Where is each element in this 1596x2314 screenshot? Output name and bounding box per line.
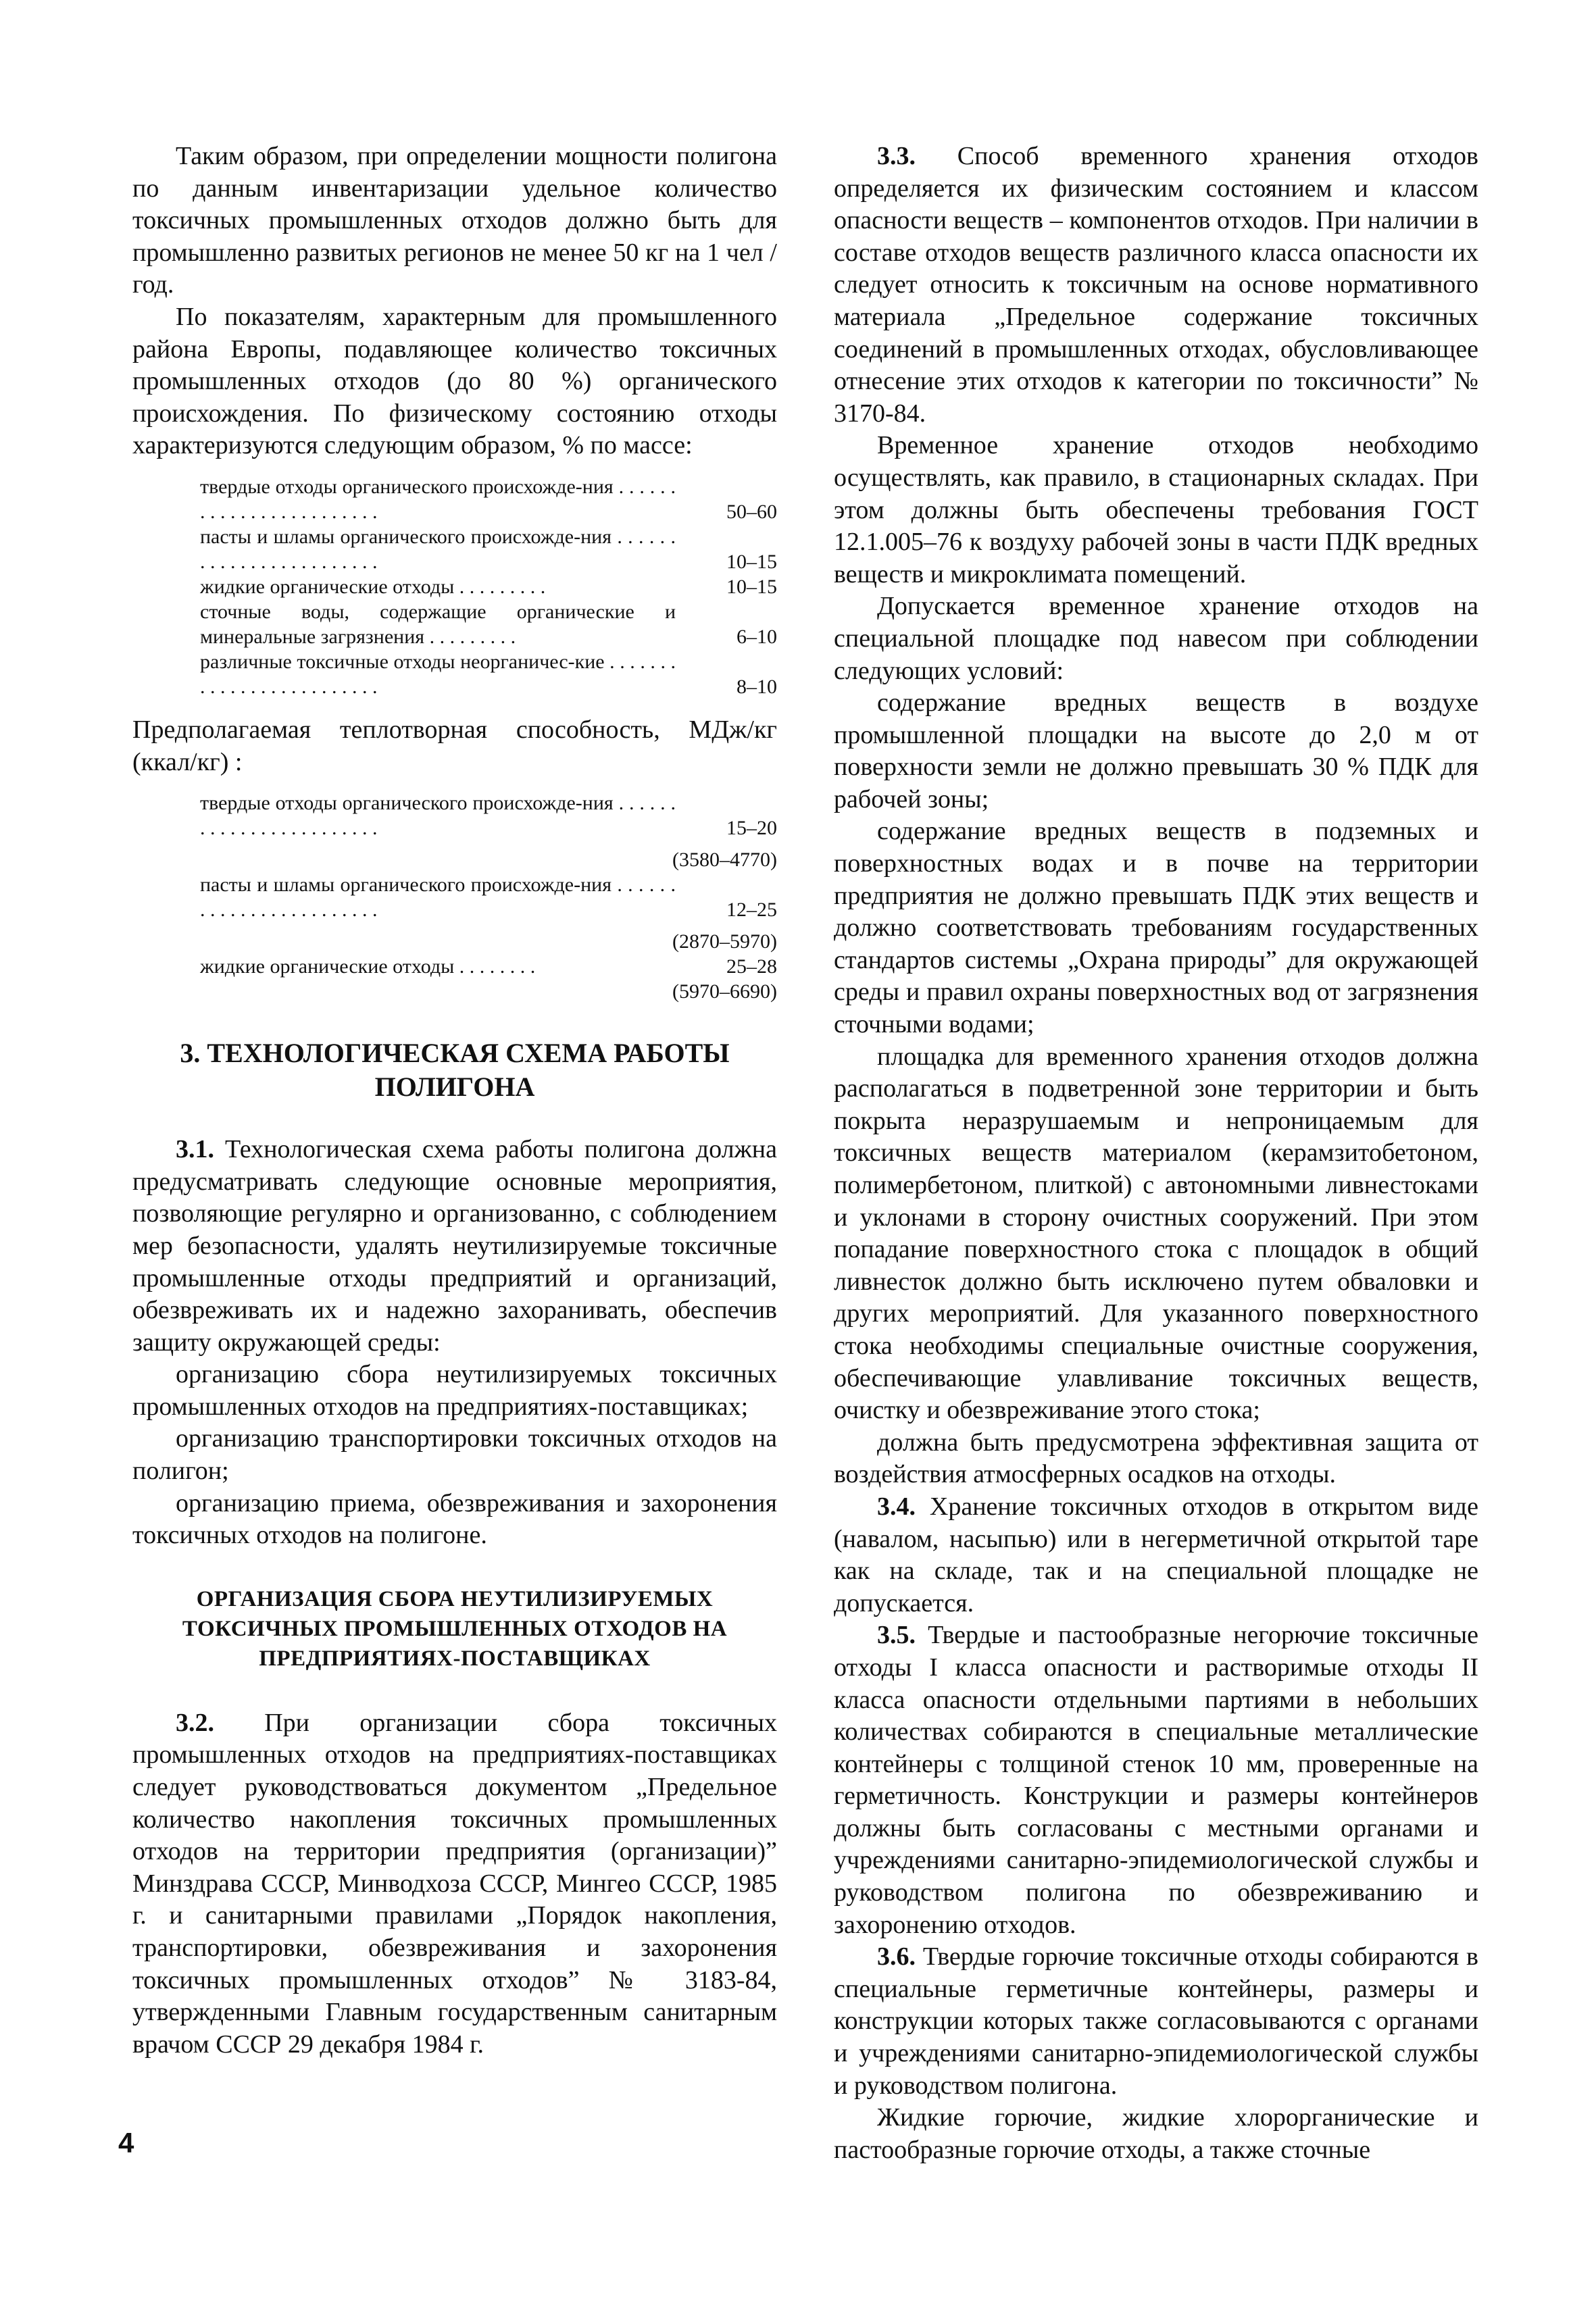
list-item-label: различные токсичные отходы неорганичес-кие . . . . . . . . . . . . . . . . . . . . . . . . . [200, 650, 676, 698]
composition-list [200, 474, 777, 699]
clause-number: 3.6. [877, 1942, 916, 1971]
list-item-value: 6–10 [737, 625, 777, 648]
paragraph: содержание вредных веществ в воздухе промышленной площадки на высоте до 2,0 м от поверхности земли не должно превышать 30 % ПДК для рабочей зоны; [834, 688, 1478, 813]
list-item-value-alt: (3580–4770) [672, 849, 777, 872]
paragraph: Таким образом, при определении мощности полигона по данным инвентаризации удельное количество токсичных промышленных отходов должно быть для промышленно развитых регионов не менее 50 кг на 1 чел /год. [132, 142, 777, 299]
subsection-heading: ОРГАНИЗАЦИЯ СБОРА НЕУТИЛИЗИРУЕМЫХ ТОКСИЧНЫХ ПРОМЫШЛЕННЫХ ОТХОДОВ НА ПРЕДПРИЯТИЯХ-ПОСТАВЩИКАХ [182, 1586, 728, 1671]
list-item-label: твердые отходы органического происхожде-ния . . . . . . . . . . . . . . . . . . . . . . . . [200, 792, 676, 840]
paragraph-text: Хранение токсичных отходов в открытом виде (навалом, насыпью) или в негерметичной открытой таре как на складе, так и на специальной площадке не допускается. [834, 1492, 1478, 1617]
clause-number: 3.1. [176, 1135, 214, 1164]
page-number: 4 [118, 2127, 134, 2159]
list-item-value-alt: (5970–6690) [672, 980, 777, 1003]
list-item-value: 12–25 [726, 899, 777, 922]
paragraph: площадка для временного хранения отходов должна располагаться в подветренной зоне территории и быть покрыта неразрушаемым и непроницаемым для токсичных веществ материалом (керамзитобетоном, полимербетоном, плиткой) с автономными ливнестоками и уклонами в сторону очистных сооружений. При этом попадание поверхностного стока с площадок в общий ливнесток должно быть исключено путем обваловки и других мероприятий. Для указанного поверхностного стока необходимы специальные очистные сооружения, обеспечивающие улавливание токсичных веществ, очистку и обезвреживание этого стока; [834, 1042, 1478, 1425]
paragraph: Жидкие горючие, жидкие хлорорганические и пастообразные горючие отходы, а также сточные [834, 2103, 1478, 2164]
paragraph: По показателям, характерным для промышленного района Европы, подавляющее количество токсичных промышленных отходов (до 80 %) органического происхождения. По физическому состоянию отходы характеризуются следующим образом, % по массе: [132, 302, 777, 460]
list-item-label: твердые отходы органического происхожде-ния . . . . . . . . . . . . . . . . . . . . . . . . [200, 475, 676, 523]
list-item-label: жидкие органические отходы . . . . . . . . [200, 955, 536, 978]
paragraph-text: При организации сбора токсичных промышленных отходов на предприятиях-поставщиках следует руководствоваться документом „Предельное количество накопления токсичных промышленных отходов на территории предприятия (организации)” Минздрава СССР, Минводхоза СССР, Мингео СССР, 1985 г. и санитарными правилами „Порядок накопления, транспортировки, обезвреживания и захоронения токсичных промышленных отходов” № 3183-84, утвержденными Главным государственным санитарным врачом СССР 29 декабря 1984 г. [132, 1708, 777, 2059]
section-heading: 3. ТЕХНОЛОГИЧЕСКАЯ СХЕМА РАБОТЫ ПОЛИГОНА [180, 1038, 730, 1103]
list-item-label: пасты и шламы органического происхожде-ния . . . . . . . . . . . . . . . . . . . . . . . . [200, 525, 676, 573]
list-item-value: 10–15 [726, 550, 777, 573]
left-column [132, 141, 777, 2061]
paragraph: организацию транспортировки токсичных отходов на полигон; [132, 1424, 777, 1486]
paragraph: Временное хранение отходов необходимо осуществлять, как правило, в стационарных складах. При этом должны быть обеспечены требования ГОСТ 12.1.005–76 к воздуху рабочей зоны в части ПДК вредных веществ и микроклимата помещений. [834, 431, 1478, 588]
paragraph: должна быть предусмотрена эффективная защита от воздействия атмосферных осадков на отходы. [834, 1428, 1478, 1489]
clause-number: 3.5. [877, 1621, 916, 1650]
list-item [200, 524, 777, 574]
paragraph-text: Твердые и пастообразные негорючие токсичные отходы I класса опасности и растворимые отходы II класса опасности отдельными партиями в небольших количествах собираются в специальные металлические контейнеры с толщиной стенок 10 мм, проверенные на герметичность. Конструкции и размеры контейнеров должны быть согласованы с местными органами и учреждениями санитарно-эпидемиологической службы и руководством полигона по обезвреживанию и захоронению отходов. [834, 1621, 1478, 1939]
list-item [200, 872, 777, 922]
paragraph [834, 1491, 1478, 1619]
paragraph: Предполагаемая теплотворная способность, МДж/кг (ккал/кг) : [132, 715, 777, 776]
list-item-label: жидкие органические отходы . . . . . . . . . [200, 575, 546, 598]
list-item-value: 15–20 [726, 817, 777, 840]
right-column [834, 141, 1478, 2166]
list-item-value: 10–15 [726, 575, 777, 598]
list-item-value-alt: (2870–5970) [672, 930, 777, 953]
clause-number: 3.3. [877, 142, 916, 170]
list-item-value: 50–60 [726, 500, 777, 523]
paragraph [834, 141, 1478, 430]
list-item-label: пасты и шламы органического происхожде-ния . . . . . . . . . . . . . . . . . . . . . . . . [200, 874, 676, 922]
paragraph: содержание вредных веществ в подземных и поверхностных водах и в почве на территории предприятия не должно превышать ПДК этих веществ и должно соответствовать требованиям государственных стандартов системы „Охрана природы” для окружающей среды и правил охраны поверхностных вод от загрязнения сточными водами; [834, 817, 1478, 1039]
list-item-value: 25–28 [726, 955, 777, 978]
paragraph [834, 1619, 1478, 1941]
list-item [200, 574, 777, 599]
clause-number: 3.2. [176, 1708, 214, 1737]
paragraph: Допускается временное хранение отходов на специальной площадке под навесом при соблюдении следующих условий: [834, 592, 1478, 685]
list-item [200, 790, 777, 840]
list-item-value: 8–10 [737, 675, 777, 698]
list-item [200, 599, 777, 649]
paragraph-text: Технологическая схема работы полигона должна предусматривать следующие основные мероприятия, позволяющие регулярно и организованно, с соблюдением мер безопасности, удалять неутилизируемые токсичные промышленные отходы предприятий и организаций, обезвреживать их и надежно захоранивать, обеспечив защиту окружающей среды: [132, 1135, 777, 1357]
paragraph-text: Способ временного хранения отходов определяется их физическим состоянием и классом опасности веществ – компонентов отходов. При наличии в составе отходов веществ различного класса опасности их следует относить к токсичным на основе нормативного материала „Предельное содержание токсичных соединений в промышленных отходах, обусловливающее отнесение этих отходов к категории по токсичности” № 3170-84. [834, 142, 1478, 428]
paragraph-text: Твердые горючие токсичные отходы собираются в специальные герметичные контейнеры, размеры и конструкции которых также согласовываются с органами и учреждениями санитарно-эпидемиологической службы и руководством полигона. [834, 1942, 1478, 2100]
calorific-list [200, 790, 777, 1004]
paragraph: организацию сбора неутилизируемых токсичных промышленных отходов на предприятиях-поставщиках; [132, 1360, 777, 1421]
list-item [200, 474, 777, 524]
paragraph [834, 1941, 1478, 2102]
list-item [200, 649, 777, 699]
list-item-label: сточные воды, содержащие органические и минеральные загрязнения . . . . . . . . . [200, 600, 676, 648]
clause-number: 3.4. [877, 1492, 916, 1521]
paragraph: организацию приема, обезвреживания и захоронения токсичных отходов на полигоне. [132, 1488, 777, 1550]
paragraph [132, 1707, 777, 2061]
list-item [200, 954, 777, 979]
paragraph [132, 1134, 777, 1359]
